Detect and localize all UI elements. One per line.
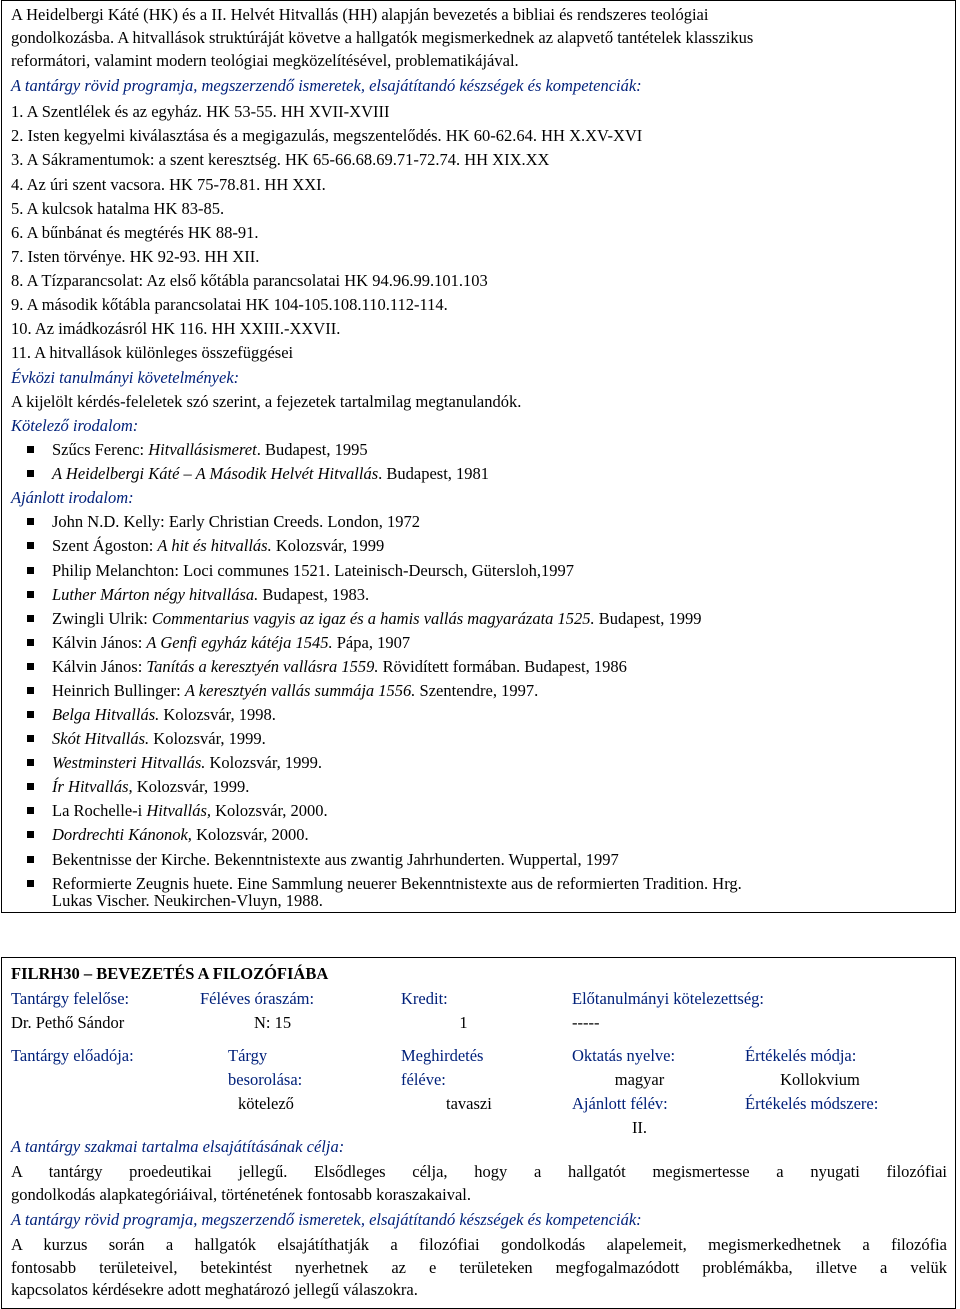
bullet-icon — [27, 639, 34, 646]
bullet-icon — [27, 735, 34, 742]
credit-value: 1 — [459, 1013, 468, 1032]
prereq-value: ----- — [572, 1013, 600, 1032]
course-details-box-2 — [1, 957, 956, 1309]
recommended-item: Zwingli Ulrik: Commentarius vagyis az igaz és a hamis vallás magyarázata 1525. Budapest, 1999 — [2, 608, 942, 631]
mandatory-heading: Kötelező irodalom: — [11, 416, 139, 435]
bullet-icon — [27, 591, 34, 598]
responsible-value: Dr. Pethő Sándor — [11, 1013, 125, 1032]
recommended-item: Westminsteri Hitvallás. Kolozsvár, 1999. — [2, 752, 942, 775]
mandatory-item: Szűcs Ferenc: Hitvallásismeret. Budapest, 1995 — [2, 439, 942, 462]
mandatory-item: A Heidelbergi Káté – A Második Helvét Hitvallás. Budapest, 1981 — [2, 463, 942, 486]
bullet-icon — [27, 856, 34, 863]
classification-label: Tárgy — [228, 1046, 268, 1065]
recommended-item: Heinrich Bullinger: A keresztyén vallás summája 1556. Szentendre, 1997. — [2, 680, 942, 703]
bullet-icon — [27, 470, 34, 477]
program-item: 8. A Tízparancsolat: Az első kőtábla parancsolatai HK 94.96.99.101.103 — [11, 271, 488, 290]
program-text: kapcsolatos kérdésekre adott meghatározó jellegű válaszokra. — [11, 1280, 418, 1299]
recommended-item: Kálvin János: A Genfi egyház kátéja 1545. Pápa, 1907 — [2, 632, 942, 655]
recommended-item: Kálvin János: Tanítás a keresztyén vallásra 1559. Rövidített formában. Budapest, 1986 — [2, 656, 942, 679]
program-item: 1. A Szentlélek és az egyház. HK 53-55. HH XVII-XVIII — [11, 102, 390, 121]
recommended-item-continuation: Lukas Vischer. Neukirchen-Vluyn, 1988. — [52, 891, 323, 910]
recommended-heading: Ajánlott irodalom: — [11, 488, 134, 507]
program-item: 6. A bűnbánat és megtérés HK 88-91. — [11, 223, 259, 242]
language-value: magyar — [614, 1070, 665, 1089]
requirements-heading: Évközi tanulmányi követelmények: — [11, 368, 240, 387]
classification-value: kötelező — [238, 1094, 294, 1113]
eval-method-label: Értékelés módszere: — [745, 1094, 879, 1113]
prereq-label: Előtanulmányi kötelezettség: — [572, 989, 764, 1008]
course-title: FILRH30 – BEVEZETÉS A FILOZÓFIÁBA — [11, 964, 329, 983]
program-text: fontosabb területeivel, betekintést nyerhetnek az e területeken megfogalmazódott problémákba, illetve a velük — [11, 1258, 947, 1277]
bullet-icon — [27, 518, 34, 525]
bullet-icon — [27, 807, 34, 814]
announced-value: tavaszi — [446, 1094, 492, 1113]
bullet-icon — [27, 783, 34, 790]
aim-text: A tantárgy proedeutikai jellegű. Elsődleges célja, hogy a hallgatót megismertesse a nyugati filozófiai — [11, 1162, 947, 1181]
bullet-icon — [27, 759, 34, 766]
program-item: 4. Az úri szent vacsora. HK 75-78.81. HH XXI. — [11, 175, 326, 194]
recommended-semester-value: II. — [631, 1118, 648, 1137]
program-item: 10. Az imádkozásról HK 116. HH XXIII.-XXVII. — [11, 319, 341, 338]
program-item: 9. A második kőtábla parancsolatai HK 104-105.108.110.112-114. — [11, 295, 448, 314]
language-label: Oktatás nyelve: — [572, 1046, 676, 1065]
recommended-item: Bekentnisse der Kirche. Bekenntnistexte aus zwantig Jahrhunderten. Wuppertal, 1997 — [2, 849, 942, 872]
bullet-icon — [27, 687, 34, 694]
bullet-icon — [27, 446, 34, 453]
intro-line: A Heidelbergi Káté (HK) és a II. Helvét Hitvallás (HH) alapján bevezetés a bibliai és rendszeres teológiai — [11, 5, 709, 24]
bullet-icon — [27, 567, 34, 574]
recommended-item: Belga Hitvallás. Kolozsvár, 1998. — [2, 704, 942, 727]
recommended-item: Skót Hitvallás. Kolozsvár, 1999. — [2, 728, 942, 751]
bullet-icon — [27, 880, 34, 887]
recommended-item: John N.D. Kelly: Early Christian Creeds. London, 1972 — [2, 511, 942, 534]
recommended-item: Ír Hitvallás, Kolozsvár, 1999. — [2, 776, 942, 799]
recommended-semester-label: Ajánlott félév: — [572, 1094, 668, 1113]
recommended-item: Luther Márton négy hitvallása. Budapest, 1983. — [2, 584, 942, 607]
bullet-icon — [27, 615, 34, 622]
bullet-icon — [27, 542, 34, 549]
hours-value: N: 15 — [253, 1013, 292, 1032]
eval-label: Értékelés módja: — [745, 1046, 857, 1065]
course-details-box-1 — [1, 0, 956, 913]
recommended-item: Dordrechti Kánonok, Kolozsvár, 2000. — [2, 824, 942, 847]
intro-line: reformátori, valamint modern teológiai megközelítésével, problematikájával. — [11, 51, 519, 70]
program-item: 7. Isten törvénye. HK 92-93. HH XII. — [11, 247, 260, 266]
program-heading: A tantárgy rövid programja, megszerzendő ismeretek, elsajátítandó készségek és kompetenciák: — [11, 76, 642, 95]
program-text: A kurzus során a hallgatók elsajátíthatják a filozófiai gondolkodás alapelemeit, megismerkedhetnek a filozófia — [11, 1235, 947, 1254]
aim-heading: A tantárgy szakmai tartalma elsajátításának célja: — [11, 1137, 345, 1156]
bullet-icon — [27, 663, 34, 670]
eval-value: Kollokvium — [780, 1070, 860, 1089]
hours-label: Féléves óraszám: — [200, 989, 315, 1008]
program-item: 5. A kulcsok hatalma HK 83-85. — [11, 199, 225, 218]
requirements-text: A kijelölt kérdés-feleletek szó szerint, a fejezetek tartalmilag megtanulandók. — [11, 392, 522, 411]
bullet-icon — [27, 711, 34, 718]
program-item: 11. A hitvallások különleges összefüggései — [11, 343, 294, 362]
recommended-item: La Rochelle-i Hitvallás, Kolozsvár, 2000. — [2, 800, 942, 823]
program-heading: A tantárgy rövid programja, megszerzendő ismeretek, elsajátítandó készségek és kompetenciák: — [11, 1210, 642, 1229]
program-item: 3. A Sákramentumok: a szent keresztség. HK 65-66.68.69.71-72.74. HH XIX.XX — [11, 150, 550, 169]
recommended-item: Reformierte Zeugnis huete. Eine Sammlung neuerer Bekenntnistexte aus de reformierten Tradition. Hrg. — [2, 873, 942, 896]
bullet-icon — [27, 831, 34, 838]
lecturer-label: Tantárgy előadója: — [11, 1046, 134, 1065]
recommended-item: Szent Ágoston: A hit és hitvallás. Kolozsvár, 1999 — [2, 535, 942, 558]
classification-label: besorolása: — [228, 1070, 303, 1089]
program-item: 2. Isten kegyelmi kiválasztása és a megigazulás, megszentelődés. HK 60-62.64. HH X.XV-XVI — [11, 126, 643, 145]
announced-label: Meghirdetés — [401, 1046, 484, 1065]
announced-label: féléve: — [401, 1070, 446, 1089]
aim-text: gondolkodás alapkategóriáival, történetének fontosabb koraszakaival. — [11, 1185, 472, 1204]
responsible-label: Tantárgy felelőse: — [11, 989, 130, 1008]
intro-line: gondolkozásba. A hitvallások struktúráját követve a hallgatók megismerkednek az alapvető tantételek klasszikus — [11, 28, 754, 47]
credit-label: Kredit: — [401, 989, 448, 1008]
recommended-item: Philip Melanchton: Loci communes 1521. Lateinisch-Deursch, Gütersloh,1997 — [2, 560, 942, 583]
